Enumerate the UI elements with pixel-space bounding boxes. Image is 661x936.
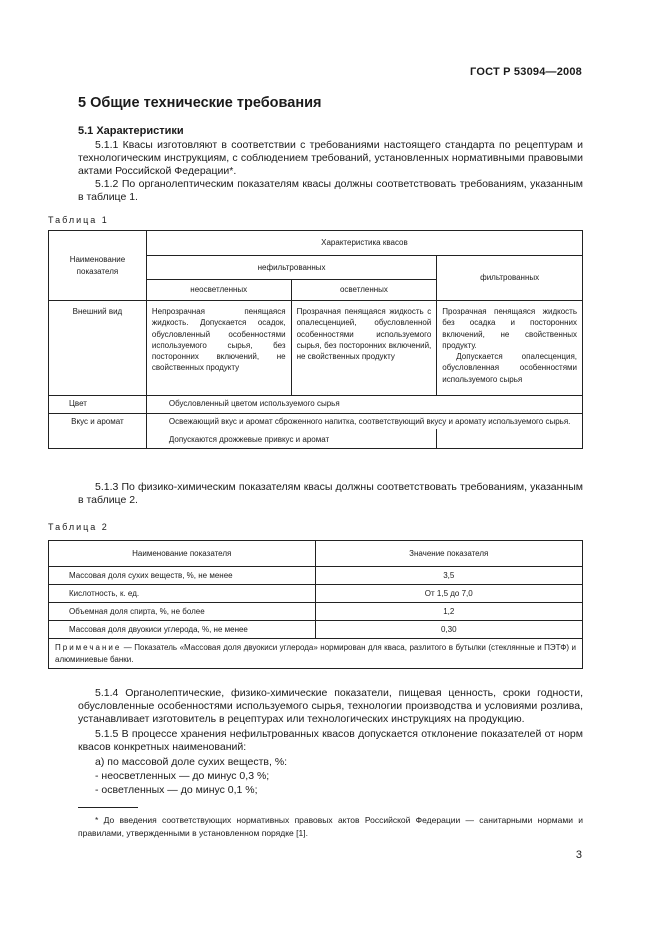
- standard-number: ГОСТ Р 53094—2008: [470, 66, 582, 78]
- t2-row-name: Массовая доля двуокиси углерода, %, не менее: [49, 621, 316, 639]
- t1-header-name: Наименование показателя: [49, 231, 147, 301]
- list-item: - неосветленных — до минус 0,3 %;: [95, 770, 270, 782]
- t2-row-name: Кислотность, к. ед.: [49, 585, 316, 603]
- t2-header-name: Наименование показателя: [49, 541, 316, 567]
- table1-caption: Таблица 1: [48, 215, 109, 225]
- t1-row-appearance-label: Внешний вид: [49, 301, 147, 396]
- table-organoleptic: [48, 230, 583, 449]
- t1-appearance-filtered-1: Прозрачная пенящаяся жидкость без осадка и посторонних включений, не свойственных продукту.: [442, 307, 577, 350]
- footnote-divider: [78, 807, 138, 808]
- t2-note-label: Примечание: [55, 643, 122, 652]
- paragraph-5-1-5: 5.1.5 В процессе хранения нефильтрованных квасов допускается отклонение показателей от норм квасов конкретных наименований:: [78, 728, 583, 754]
- t2-row-name: Массовая доля сухих веществ, %, не менее: [49, 567, 316, 585]
- footnote: * До введения соответствующих нормативных правовых актов Российской Федерации — санитарными нормами и правилами, утвержденными в установленном порядке [1].: [78, 815, 583, 838]
- t2-note-text: — Показатель «Массовая доля двуокиси углерода» нормирован для кваса, разлитого в бутылки (стеклянные и ПЭТФ) и алюминиевые банки.: [55, 643, 576, 664]
- t2-row-value: 0,30: [315, 621, 582, 639]
- list-item: - осветленных — до минус 0,1 %;: [95, 784, 258, 796]
- t2-row-name: Объемная доля спирта, %, не более: [49, 603, 316, 621]
- list-item: а) по массовой доле сухих веществ, %:: [95, 756, 288, 768]
- page-number: 3: [575, 849, 582, 861]
- t1-row-taste-label: Вкус и аромат: [49, 414, 147, 449]
- t1-color-value: Обусловленный цветом используемого сырья: [146, 396, 582, 414]
- t1-row-color-label: Цвет: [49, 396, 147, 414]
- table-physicochemical: [48, 540, 583, 669]
- t1-header-unclarified: неосветленных: [146, 280, 291, 301]
- t1-taste-extra: Допускаются дрожжевые привкус и аромат: [146, 429, 436, 448]
- t1-header-unfiltered: нефильтрованных: [146, 256, 436, 280]
- subsection-title: 5.1 Характеристики: [78, 125, 184, 137]
- t1-header-clarified: осветленных: [291, 280, 437, 301]
- t1-header-characteristic: Характеристика квасов: [146, 231, 582, 256]
- t1-appearance-filtered-2: Допускается опалесценция, обусловленная особенностями используемого сырья: [442, 352, 577, 384]
- paragraph-5-1-2: 5.1.2 По органолептическим показателям квасы должны соответствовать требованиям, указанным в таблице 1.: [78, 178, 583, 204]
- t2-row-value: 1,2: [315, 603, 582, 621]
- t2-row-value: 3,5: [315, 567, 582, 585]
- paragraph-5-1-1: 5.1.1 Квасы изготовляют в соответствии с требованиями настоящего стандарта по рецептурам и технологическим инструкциям, с соблюдением требований, установленных нормативными правовыми актами Российской Федерации*.: [78, 139, 583, 178]
- t1-appearance-filtered: [437, 301, 583, 396]
- paragraph-5-1-3: 5.1.3 По физико-химическим показателям квасы должны соответствовать требованиям, указанным в таблице 2.: [78, 481, 583, 507]
- t1-taste-extra-empty: [437, 429, 583, 448]
- paragraph-5-1-4: 5.1.4 Органолептические, физико-химические показатели, пищевая ценность, сроки годности, обусловленные особенностями используемого сырья, технологии производства и условиями розлива, устанавливает изготовитель в рецептурах или технологических инструкциях на продукцию.: [78, 687, 583, 726]
- t2-row-value: От 1,5 до 7,0: [315, 585, 582, 603]
- deviation-list: [78, 755, 287, 797]
- t1-appearance-clarified: Прозрачная пенящаяся жидкость с опалесценцией, обусловленной особенностями используемого сырья, без посторонних включений, не свойственных продукту: [291, 301, 437, 396]
- t2-note: [49, 639, 583, 669]
- section-title: 5 Общие технические требования: [78, 95, 322, 111]
- t1-appearance-unclarified: Непрозрачная пенящаяся жидкость. Допускается осадок, обусловленный особенностями используемого сырья, без посторонних включений, не свойственных продукту: [146, 301, 291, 396]
- t1-header-filtered: фильтрованных: [437, 256, 583, 301]
- t2-header-value: Значение показателя: [315, 541, 582, 567]
- t1-taste-value: Освежающий вкус и аромат сброженного напитка, соответствующий вкусу и аромату используемого сырья.: [146, 414, 582, 430]
- table2-caption: Таблица 2: [48, 522, 109, 532]
